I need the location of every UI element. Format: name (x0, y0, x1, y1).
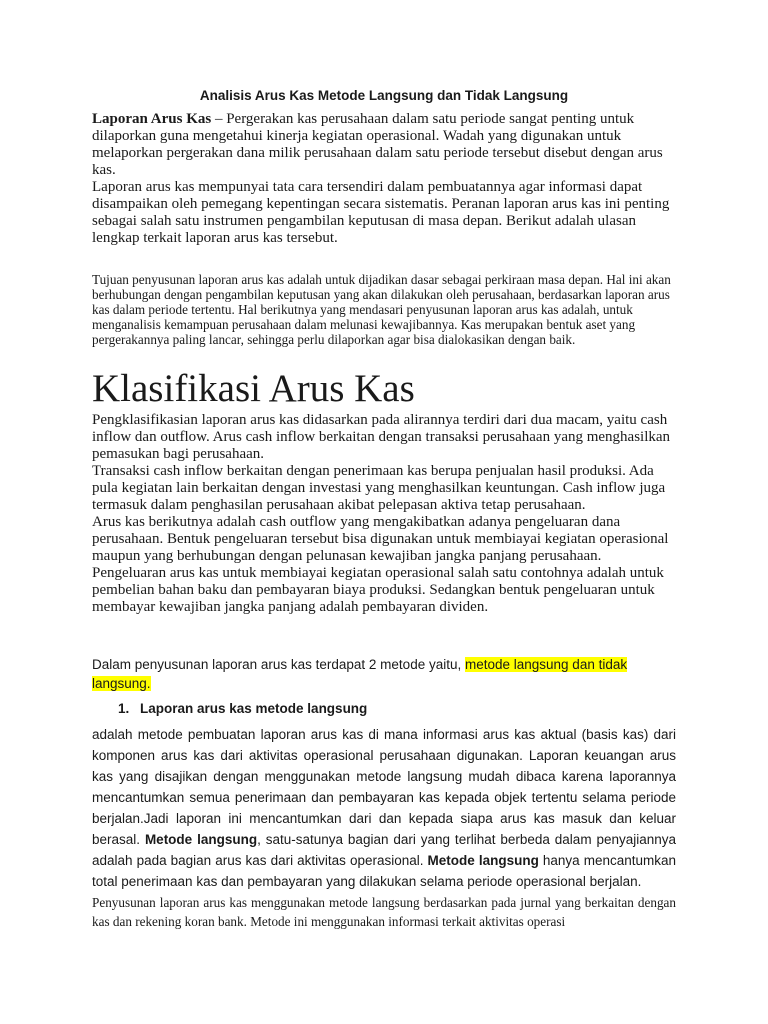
penyusunan-paragraph: Penyusunan laporan arus kas menggunakan metode langsung berdasarkan pada jurnal yang berkaitan dengan kas dan rekening koran bank. Metode ini menggunakan informasi terkait aktivitas operasi (92, 895, 676, 929)
highlighted-text: metode langsung dan tidak langsung. (92, 657, 628, 691)
langsung-bold-1: Metode langsung (144, 832, 258, 847)
klasifikasi-paragraph-2: Transaksi cash inflow berkaitan dengan penerimaan kas berupa penjualan hasil produksi. Ada pula kegiatan lain berkaitan dengan investasi yang menghasilkan keuntungan. Cash inflow juga termasuk dalam penghasilan perusahaan akibat pelepasan aktiva tetap perusahaan. (92, 463, 666, 513)
langsung-text-3: hanya mencantumkan total penerimaan kas dan pembayaran yang dilakukan selama periode operasional berjalan. (92, 853, 677, 889)
langsung-text-2: , satu-satunya bagian dari yang terlihat berbeda dalam penyajiannya adalah pada bagian arus kas dari aktivitas operasional. (92, 832, 677, 868)
list-number: 1. (118, 701, 130, 716)
klasifikasi-paragraph-4: Pengeluaran arus kas untuk membiayai kegiatan operasional salah satu contohnya adalah untuk pembelian bahan baku dan pembayaran biaya produksi. Sedangkan bentuk pengeluaran untuk membayar kewajiban jangka panjang adalah pembayaran dividen. (92, 565, 664, 615)
metode-intro-text: Dalam penyusunan laporan arus kas terdapat 2 metode yaitu, (92, 657, 465, 672)
klasifikasi-paragraph-1: Pengklasifikasian laporan arus kas didasarkan pada alirannya terdiri dari dua macam, yaitu cash inflow dan outflow. Arus cash inflow berkaitan dengan transaksi perusahaan yang menghasilkan pemasukan bagi perusahaan. (92, 412, 671, 462)
intro-term: Laporan Arus Kas (92, 111, 212, 127)
intro-section (92, 111, 676, 247)
list-item-langsung (118, 699, 367, 719)
list-item-label: Laporan arus kas metode langsung (140, 701, 368, 716)
langsung-text-1: adalah metode pembuatan laporan arus kas di mana informasi arus kas aktual (basis kas) dari komponen arus kas dari aktivitas operasional perusahaan digunakan. Laporan keuangan arus kas yang disajikan dengan menggunakan metode langsung mudah dibaca karena laporannya mencantumkan semua penerimaan dan pembayaran kas kepada objek tertentu selama periode berjalan.Jadi laporan ini mencantumkan dari dan kepada siapa arus kas masuk dan keluar berasal. (92, 727, 676, 847)
section-heading: Klasifikasi Arus Kas (92, 367, 415, 410)
klasifikasi-section (92, 412, 676, 616)
metode-intro-paragraph (92, 655, 676, 693)
langsung-paragraph (92, 724, 676, 892)
document-title: Analisis Arus Kas Metode Langsung dan Tidak Langsung (199, 88, 569, 103)
klasifikasi-paragraph-3: Arus kas berikutnya adalah cash outflow yang mengakibatkan adanya pengeluaran dana perusahaan. Bentuk pengeluaran tersebut bisa digunakan untuk membiayai kegiatan operasional maupun yang berhubungan dengan pelunasan kewajiban jangka panjang perusahaan. (92, 514, 669, 564)
intro-paragraph-2: Laporan arus kas mempunyai tata cara tersendiri dalam pembuatannya agar informasi dapat disampaikan oleh pemegang kepentingan secara sistematis. Peranan laporan arus kas ini penting sebagai salah satu instrumen pengambilan keputusan di masa depan. Berikut adalah ulasan lengkap terkait laporan arus kas tersebut. (92, 179, 670, 246)
langsung-bold-2: Metode langsung (427, 853, 539, 868)
intro-paragraph (92, 111, 676, 179)
intro-definition: – Pergerakan kas perusahaan dalam satu periode sangat penting untuk dilaporkan guna mengetahui kinerja kegiatan operasional. Wadah yang digunakan untuk melaporkan pergerakan dana milik perusahaan dalam satu periode tersebut disebut dengan arus kas. (92, 111, 663, 178)
tujuan-paragraph: Tujuan penyusunan laporan arus kas adalah untuk dijadikan dasar sebagai perkiraan masa depan. Hal ini akan berhubungan dengan pengambilan keputusan yang akan dilakukan oleh perusahaan, berdasarkan laporan arus kas dalam periode tertentu. Hal berikutnya yang mendasari penyusunan laporan arus kas adalah, untuk menganalisis kemampuan perusahaan dalam melunasi kewajibannya. Kas merupakan bentuk aset yang pergerakannya paling lancar, sehingga perlu dilaporkan agar bisa dialokasikan dengan baik. (92, 272, 671, 347)
